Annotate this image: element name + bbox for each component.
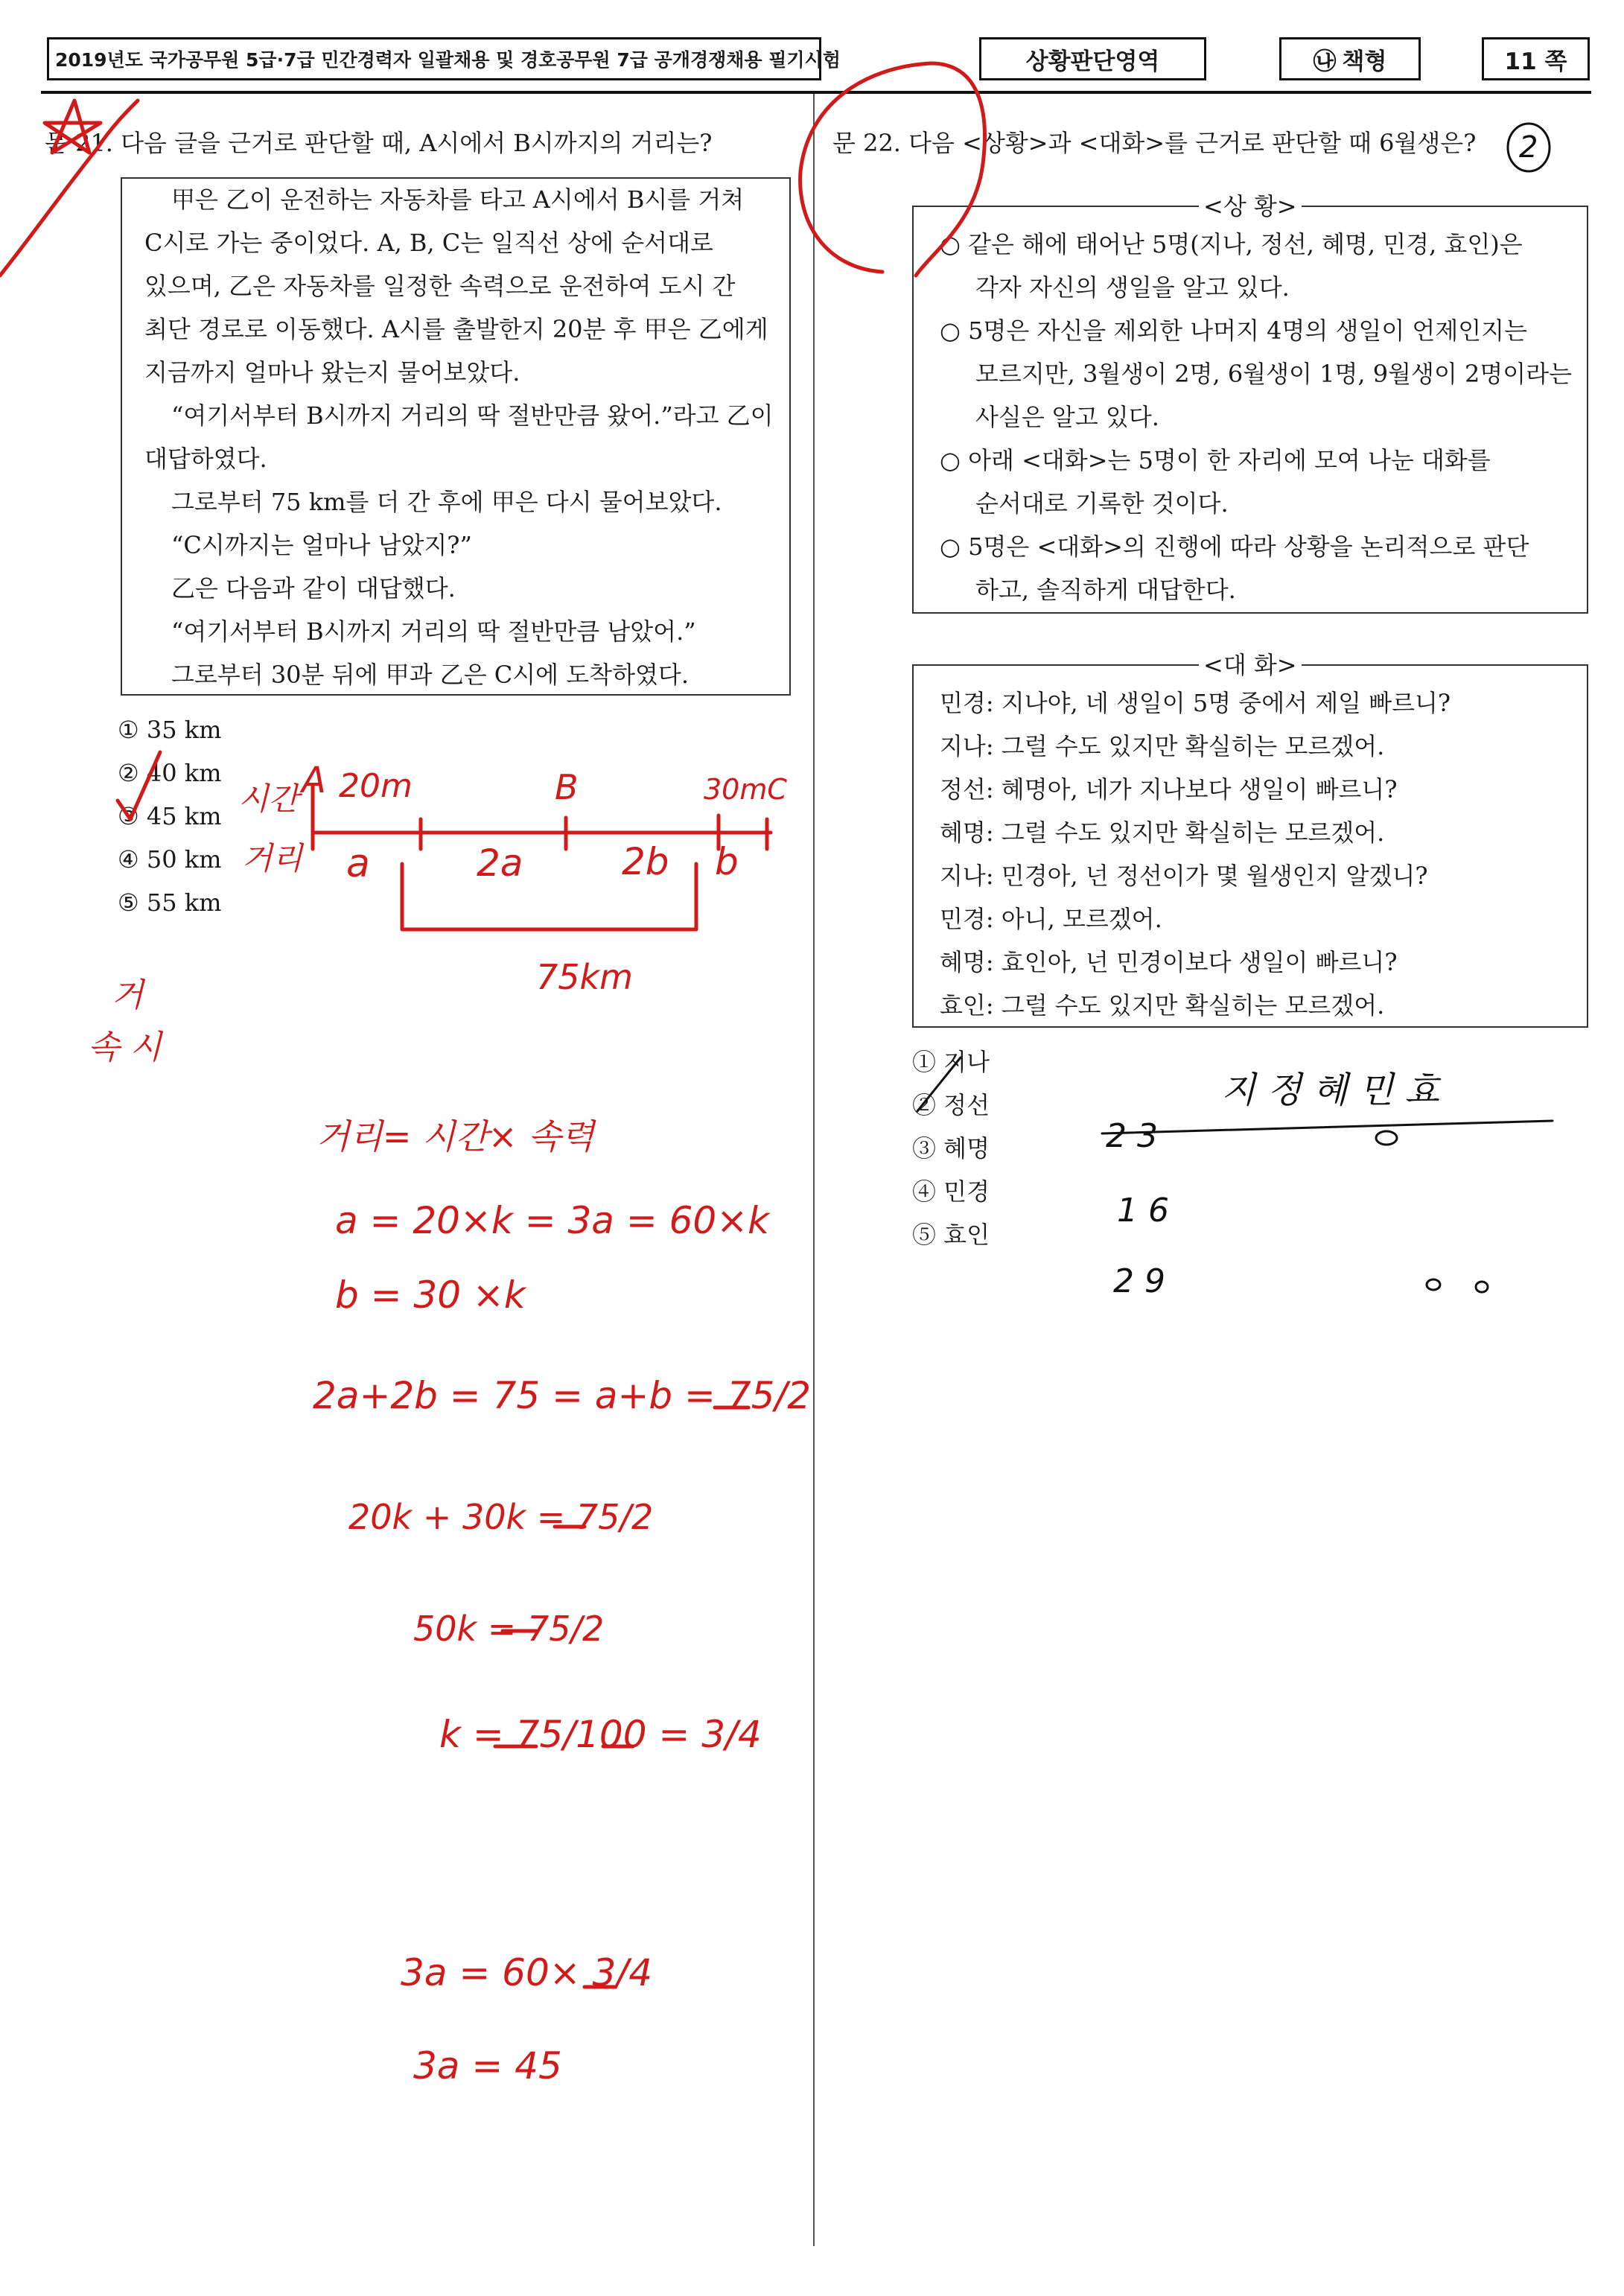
q22-choice-4[interactable]: ④ 민경 — [912, 1177, 990, 1206]
diagram-span-75km: 75km — [536, 957, 633, 997]
q22-dialogue-line: 정선: 혜명아, 네가 지나보다 생일이 빠르니? — [940, 775, 1398, 804]
q22-dialogue-line: 혜명: 효인아, 넌 민경이보다 생일이 빠르니? — [940, 948, 1398, 976]
q22-strike-line — [1102, 1121, 1553, 1133]
q22-check-mark — [917, 1058, 961, 1111]
diagram-point-a: A — [302, 760, 326, 801]
side-note-line: 속 시 — [88, 1028, 162, 1066]
q21-star-mark — [45, 101, 101, 153]
q21-passage-line: “C시까지는 얼마나 남았지?” — [171, 531, 472, 559]
diagram-seg-2a: 2a — [477, 842, 523, 885]
q22-choice-3[interactable]: ③ 혜명 — [912, 1134, 990, 1163]
q22-dialogue-line: 민경: 지나야, 네 생일이 5명 중에서 제일 빠르니? — [940, 689, 1451, 717]
work-line: b = 30 ×k — [335, 1273, 526, 1317]
work-line: 3a = 45 — [413, 2044, 562, 2087]
q22-dialogue-line: 지나: 그럴 수도 있지만 확실히는 모르겠어. — [940, 732, 1385, 760]
booklet-mark: ㉯ — [1313, 48, 1337, 75]
q22-stem: 문 22. 다음 <상황>과 <대화>를 근거로 판단할 때 6월생은? — [832, 129, 1477, 157]
work-line: 3a = 60× 3/4 — [401, 1951, 653, 1994]
q21-passage-line: 그로부터 30분 뒤에 甲과 乙은 C시에 도착하였다. — [171, 661, 689, 689]
q22-situation-line: ○ 아래 <대화>는 5명이 한 자리에 모여 나눈 대화를 — [940, 446, 1491, 474]
diagram-seg-a: a — [346, 842, 370, 886]
diagram-dist-label: 거리 — [242, 840, 303, 877]
q21-slash-mark — [0, 101, 138, 276]
q21-passage-line: 있으며, 乙은 자동차를 일정한 속력으로 운전하여 도시 간 — [144, 272, 736, 300]
diagram-seg-2b: 2b — [622, 840, 669, 883]
q21-passage-line: “여기서부터 B시까지 거리의 딱 절반만큼 왔어.”라고 乙이 — [171, 401, 774, 430]
q22-situation-line: ○ 5명은 자신을 제외한 나머지 4명의 생일이 언제인지는 — [940, 317, 1527, 345]
q22-situation-line: 모르지만, 3월생이 2명, 6월생이 1명, 9월생이 2명이라는 — [975, 360, 1573, 388]
q22-choice-1[interactable]: ① 지나 — [912, 1048, 990, 1076]
exam-title: 2019년도 국가공무원 5급·7급 민간경력자 일괄채용 및 경호공무원 7급 공개경쟁채용 필기시험 — [55, 49, 841, 71]
q22-situation-title: <상 황> — [1199, 188, 1302, 222]
q22-dialogue-line: 효인: 그럴 수도 있지만 확실히는 모르겠어. — [940, 991, 1385, 1020]
q22-situation-line: 하고, 솔직하게 대답한다. — [975, 576, 1236, 604]
q21-passage-line: “여기서부터 B시까지 거리의 딱 절반만큼 남았어.” — [171, 617, 696, 646]
q21-choice-1[interactable]: ① 35 km — [118, 716, 222, 744]
q21-passage-line: 대답하였다. — [144, 445, 267, 473]
q22-situation-line: ○ 같은 해에 태어난 5명(지나, 정선, 혜명, 민경, 효인)은 — [940, 230, 1523, 258]
q21-passage-line: 지금까지 얼마나 왔는지 물어보았다. — [144, 358, 520, 387]
q21-choice-3[interactable]: ③ 45 km — [118, 802, 222, 830]
q21-passage-line: 乙은 다음과 같이 대답했다. — [171, 574, 456, 602]
q22-choice-2[interactable]: ② 정선 — [912, 1091, 990, 1119]
diagram-point-c: 30mC — [704, 773, 787, 806]
q21-passage-line: C시로 가는 중이었다. A, B, C는 일직선 상에 순서대로 — [144, 229, 713, 257]
q22-work-row: 2 3 — [1106, 1117, 1158, 1155]
diagram-point-b: B — [555, 767, 579, 807]
q22-name-row: 지 정 혜 민 효 — [1221, 1069, 1439, 1111]
booklet-label: 책형 — [1342, 48, 1387, 75]
work-line: 거리= 시간× 속력 — [316, 1116, 594, 1157]
diagram-time-label: 시간 — [238, 780, 299, 817]
q22-choice-5[interactable]: ⑤ 효인 — [912, 1221, 990, 1249]
q22-dialogue-line: 민경: 아니, 모르겠어. — [940, 905, 1162, 933]
q21-passage-line: 최단 경로로 이동했다. A시를 출발한지 20분 후 甲은 乙에게 — [144, 315, 768, 343]
work-line: 50k = 75/2 — [413, 1609, 605, 1649]
work-line: a = 20×k = 3a = 60×k — [335, 1199, 770, 1242]
q21-stem: 문 21. 다음 글을 근거로 판단할 때, A시에서 B시까지의 거리는? — [45, 129, 713, 157]
q22-answer-mark: 2 — [1519, 130, 1538, 165]
page-number: 11 쪽 — [1504, 48, 1567, 75]
q22-work-row: 2 9 — [1113, 1262, 1165, 1300]
q22-dialogue-line: 혜명: 그럴 수도 있지만 확실히는 모르겠어. — [940, 818, 1385, 847]
q21-choice-4[interactable]: ④ 50 km — [118, 845, 222, 874]
q22-dialogue-line: 지나: 민경아, 넌 정선이가 몇 월생인지 알겠니? — [940, 862, 1428, 890]
work-line: k = 75/100 = 3/4 — [439, 1713, 762, 1756]
diagram-point-a-time: 20m — [339, 767, 413, 805]
side-note-line: 거 — [112, 976, 144, 1014]
q21-check-mark — [118, 752, 160, 819]
work-line: 20k + 30k = 75/2 — [348, 1497, 654, 1537]
q21-passage-line: 그로부터 75 km를 더 간 후에 甲은 다시 물어보았다. — [171, 488, 722, 516]
q22-situation-line: ○ 5명은 <대화>의 진행에 따라 상황을 논리적으로 판단 — [940, 532, 1529, 561]
q22-situation-line: 순서대로 기록한 것이다. — [975, 489, 1229, 518]
q22-loop-mark — [800, 63, 985, 276]
q22-situation-line: 각자 자신의 생일을 알고 있다. — [975, 273, 1290, 302]
work-line: 2a+2b = 75 = a+b = 75/2 — [313, 1374, 812, 1417]
q21-passage-line: 甲은 乙이 운전하는 자동차를 타고 A시에서 B시를 거쳐 — [171, 185, 745, 214]
q22-dialogue-title: <대 화> — [1199, 646, 1302, 681]
diagram-seg-b: b — [715, 840, 739, 883]
q22-work-row: 1 6 — [1117, 1192, 1169, 1230]
q22-situation-line: 사실은 알고 있다. — [975, 403, 1159, 431]
q21-choice-5[interactable]: ⑤ 55 km — [118, 888, 222, 917]
q21-choice-2[interactable]: ② 40 km — [118, 759, 222, 787]
section-label: 상황판단영역 — [1025, 48, 1160, 75]
